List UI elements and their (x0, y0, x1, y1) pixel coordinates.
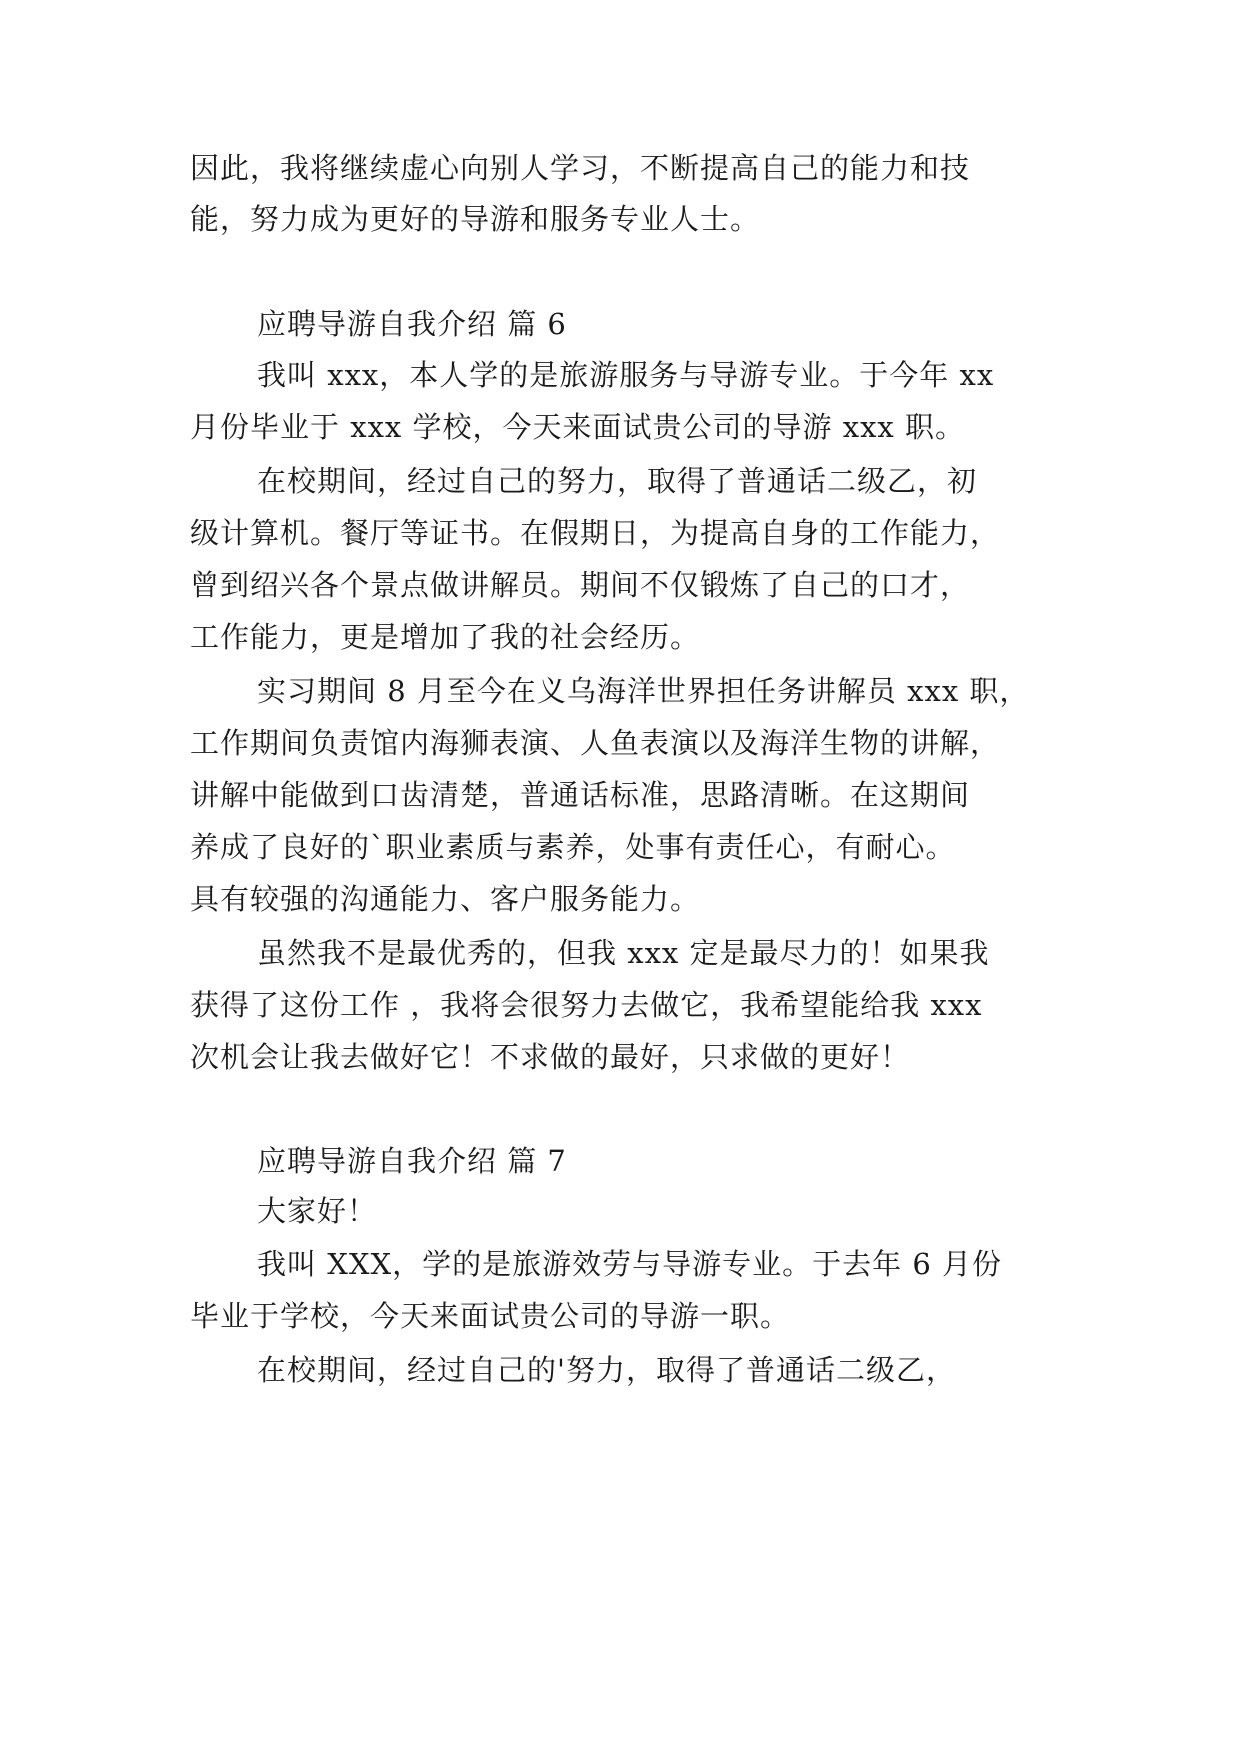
greeting-line: 大家好！ (257, 1194, 378, 1228)
paragraph-line: 次机会让我去做好它！不求做的最好，只求做的更好！ (190, 1040, 911, 1074)
paragraph-line: 实习期间 8 月至今在义乌海洋世界担任务讲解员 xxx 职， (257, 674, 1030, 708)
paragraph-line: 月份毕业于 xxx 学校，今天来面试贵公司的导游 xxx 职。 (190, 410, 966, 444)
paragraph-line: 工作能力，更是增加了我的社会经历。 (190, 620, 701, 654)
paragraph-line: 因此，我将继续虚心向别人学习，不断提高自己的能力和技 (190, 151, 971, 185)
paragraph-line: 讲解中能做到口齿清楚，普通话标准，思路清晰。在这期间 (190, 778, 971, 812)
section-heading-6: 应聘导游自我介绍 篇 6 (257, 307, 567, 341)
paragraph-line: 我叫 XXX，学的是旅游效劳与导游专业。于去年 6 月份 (257, 1247, 1003, 1281)
paragraph-line: 具有较强的沟通能力、客户服务能力。 (190, 882, 701, 916)
paragraph-line: 我叫 xxx，本人学的是旅游服务与导游专业。于今年 xx (257, 358, 995, 392)
paragraph-line: 在校期间，经过自己的'努力，取得了普通话二级乙， (257, 1353, 956, 1387)
paragraph-line: 在校期间，经过自己的努力，取得了普通话二级乙，初 (257, 464, 978, 498)
section-heading-7: 应聘导游自我介绍 篇 7 (257, 1144, 567, 1178)
paragraph-line: 虽然我不是最优秀的，但我 xxx 定是最尽力的！如果我 (257, 936, 990, 970)
paragraph-line: 获得了这份工作 ，我将会很努力去做它，我希望能给我 xxx (190, 988, 983, 1022)
paragraph-line: 能，努力成为更好的导游和服务专业人士。 (190, 202, 761, 236)
paragraph-line: 毕业于学校，今天来面试贵公司的导游一职。 (190, 1299, 791, 1333)
paragraph-line: 级计算机。餐厅等证书。在假期日，为提高自身的工作能力， (190, 516, 1001, 550)
paragraph-line: 工作期间负责馆内海狮表演、人鱼表演以及海洋生物的讲解， (190, 726, 1001, 760)
paragraph-line: 养成了良好的`职业素质与素养，处事有责任心，有耐心。 (190, 830, 956, 864)
paragraph-line: 曾到绍兴各个景点做讲解员。期间不仅锻炼了自己的口才， (190, 568, 971, 602)
